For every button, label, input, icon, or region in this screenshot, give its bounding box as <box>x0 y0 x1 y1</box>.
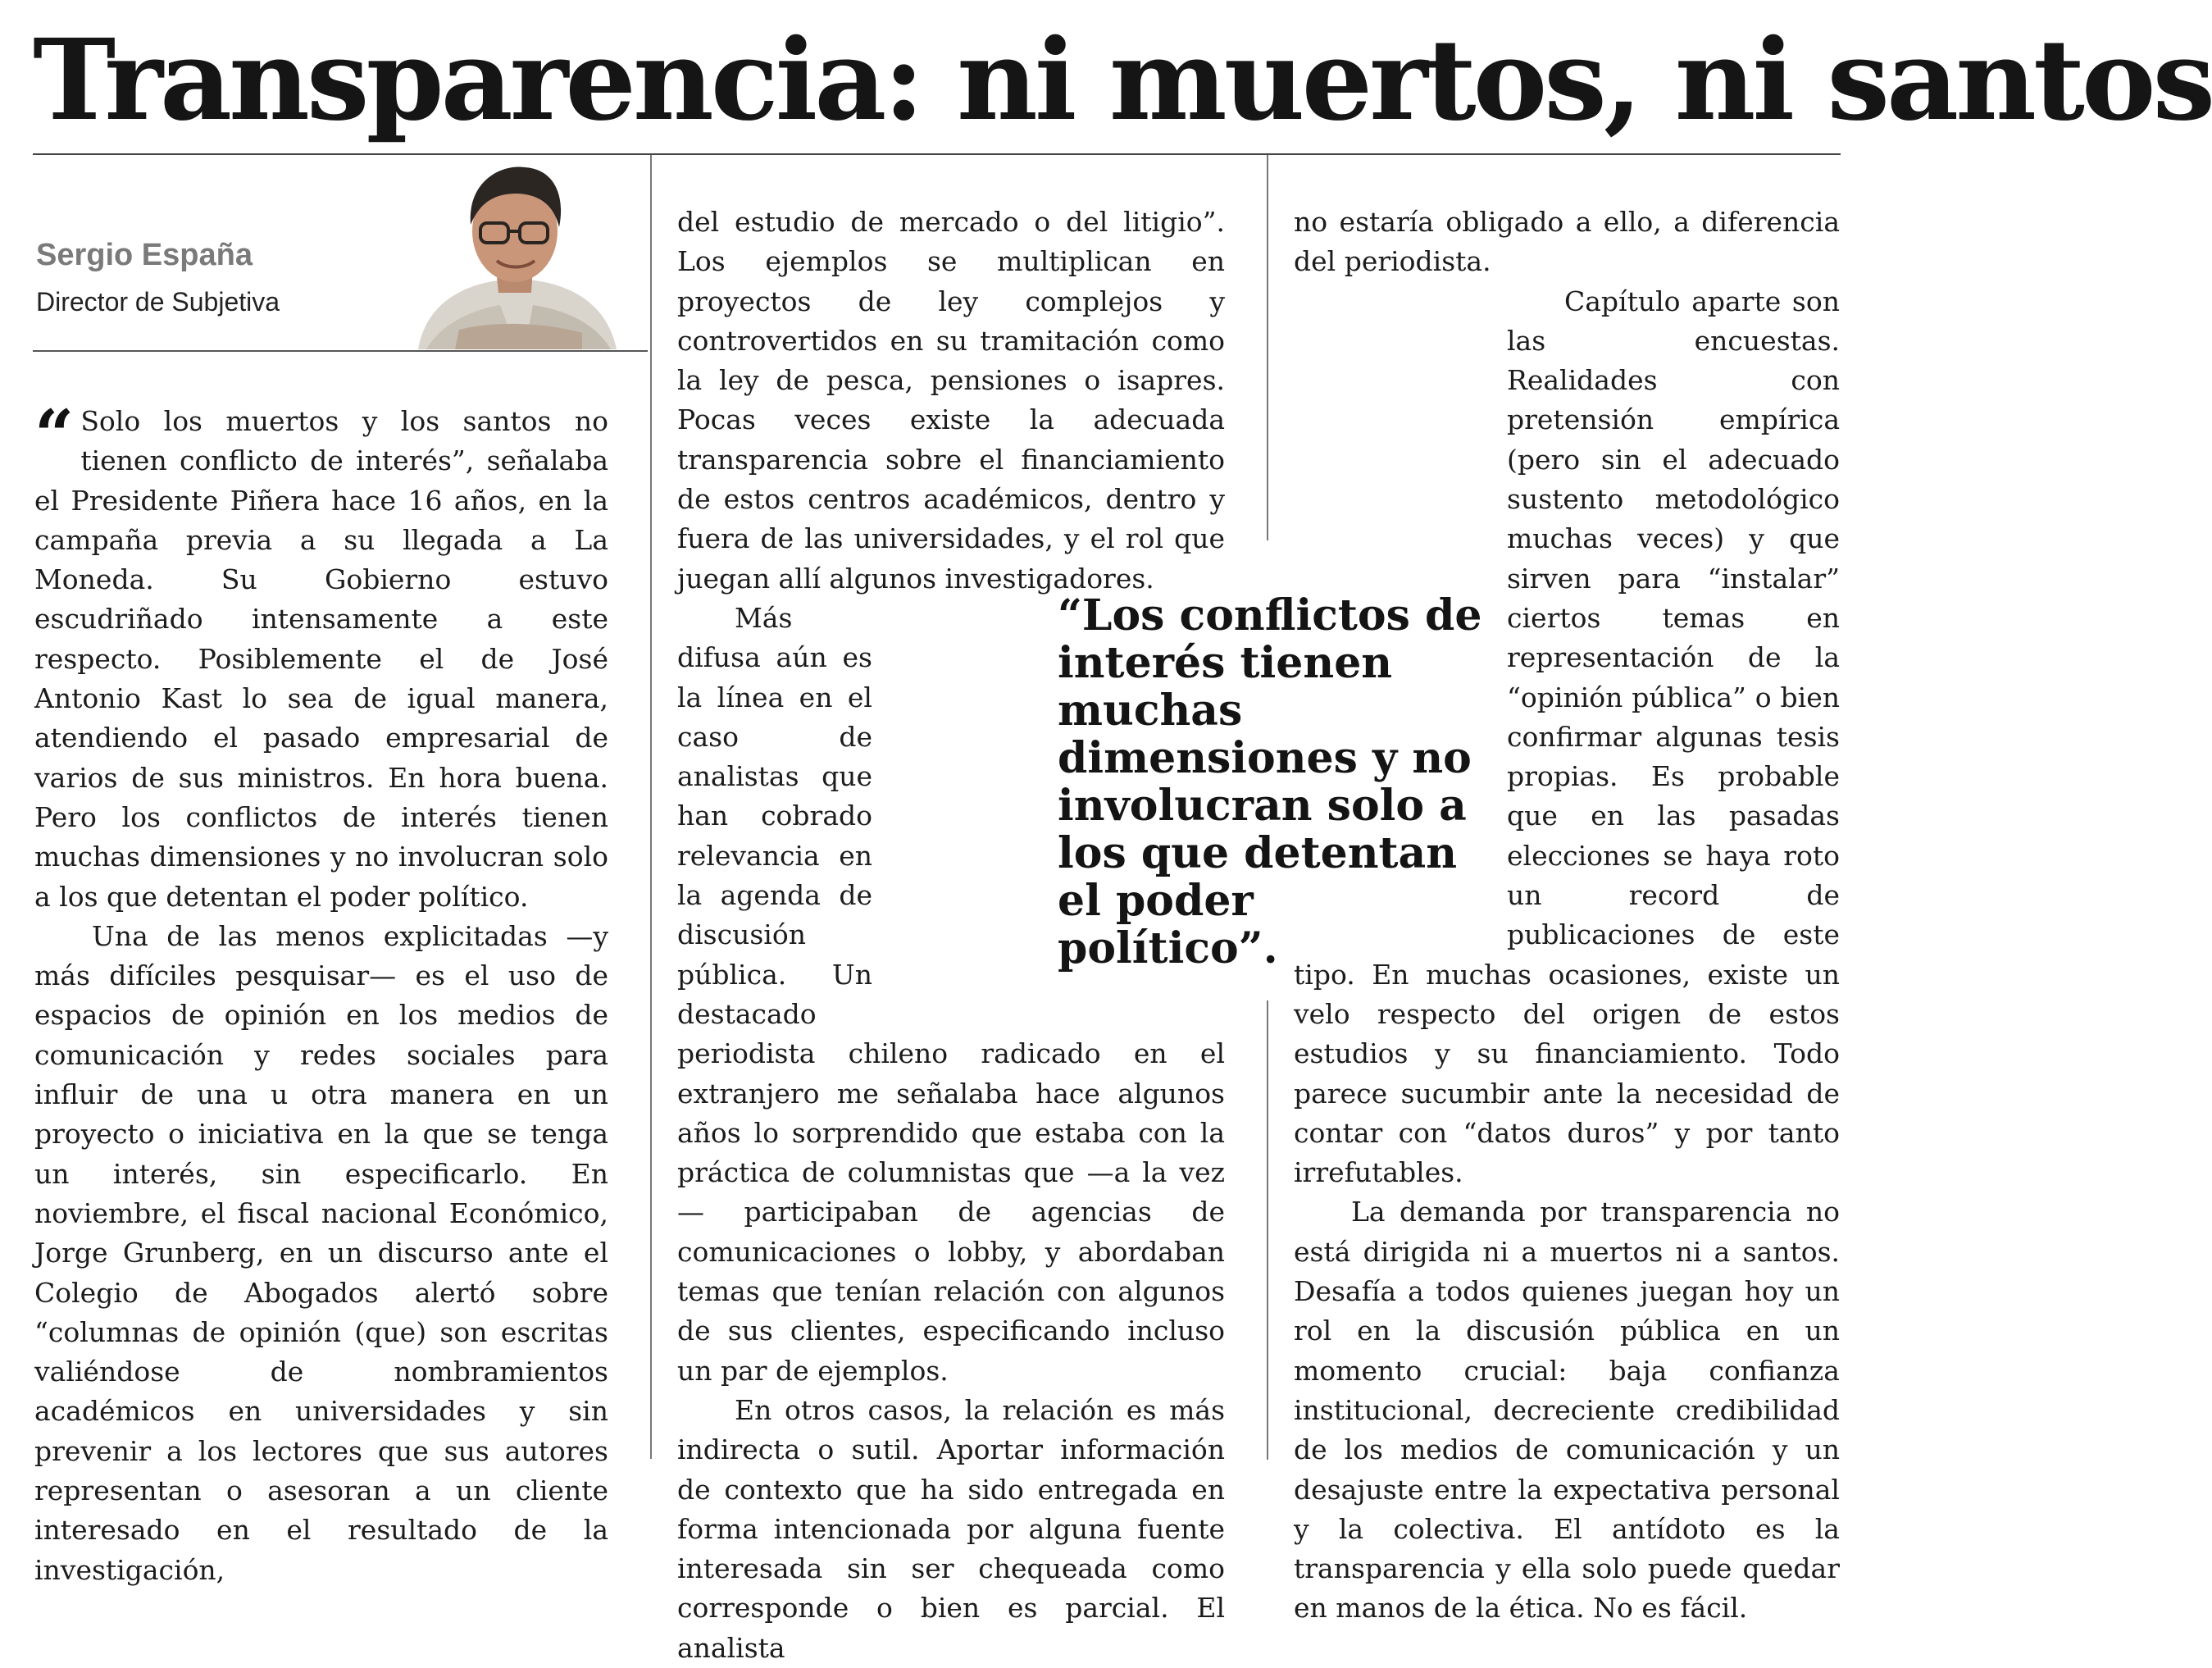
column-2-paragraph-2: Más difusa aún es la línea en el caso de analistas que han cobrado relevancia en la agenda de discusión pública. Un destacado periodista chileno radicado en el extranjero me señalaba hace algunos años lo sorprendido que estaba con la práctica de columnistas que —a la vez— participaban de agencias de comunicaciones o lobby, y abordaban temas que tenían relación con algunos de sus clientes, especificando incluso un par de ejemplos. <box>677 599 1225 1391</box>
headline-rule <box>33 153 1841 155</box>
author-role: Director de Subjetiva <box>36 287 280 317</box>
pull-quote: “Los conflictos de interés tienen muchas dimensiones y no involucran solo a los que detentan el poder político”. <box>1058 590 1482 973</box>
author-rule <box>33 350 648 352</box>
author-portrait <box>410 157 623 349</box>
column-3-paragraph-3: La demanda por transparencia no está dirigida ni a muertos ni a santos. Desafía a todos quienes juegan hoy un rol en la discusión pública en un momento crucial: baja confianza institucional, decreciente credibilidad de los medios de comunicación y un desajuste entre la expectativa personal y la colectiva. El antídoto es la transparencia y ella solo puede quedar en manos de la ética. No es fácil. <box>1294 1196 1840 1625</box>
column-divider-1 <box>650 155 652 1459</box>
opening-quote-mark: “ <box>34 394 75 476</box>
column-1-paragraph-1: “ Solo los muertos y los santos no tienen conflicto de interés”, señalaba el Presidente Piñera hace 16 años, en la campaña previa a su llegada a La Moneda. Su Gobierno estuvo escudriñado intensamente a este respecto. Posiblemente el de José Antonio Kast lo sea de igual manera, atendiendo el pasado empresarial de varios de sus ministros. En hora buena. Pero los conflictos de interés tienen muchas dimensiones y no involucran solo a los que detentan el poder político. <box>34 394 608 913</box>
column-divider-2-bottom <box>1267 1000 1268 1460</box>
headline: Transparencia: ni muertos, ni santos <box>33 15 2212 146</box>
author-name: Sergio España <box>36 238 253 272</box>
column-2-paragraph-3: En otros casos, la relación es más indirecta o sutil. Aportar información de contexto que ha sido entregada en forma intencionada por alguna fuente interesada sin ser chequeada como corresponde o bien es parcial. El analista <box>677 1393 1225 1664</box>
column-divider-2-top <box>1267 155 1268 540</box>
column-2-paragraph-1: del estudio de mercado o del litigio”. Los ejemplos se multiplican en proyectos de ley complejos y controvertidos en su tramitación como la ley de pesca, pensiones o isapres. Pocas veces existe la adecuada transparencia sobre el financiamiento de estos centros académicos, dentro y fuera de las universidades, y el rol que juegan allí algunos investigadores. <box>677 206 1225 595</box>
column-3-paragraph-1: no estaría obligado a ello, a diferencia del periodista. <box>1294 206 1840 278</box>
column-3-paragraph-2: Capítulo aparte son las encuestas. Realidades con pretensión empírica (pero sin el adecuado sustento metodológico muchas veces) y que sirven para “instalar” ciertos temas en representación de la “opinión pública” o bien confirmar algunas tesis propias. Es probable que en las pasadas elecciones se haya roto un record de publicaciones de este tipo. En muchas ocasiones, existe un velo respecto del origen de estos estudios y su financiamiento. Todo parece sucumbir ante la necesidad de contar con “datos duros” y por tanto irrefutables. <box>1294 285 1840 1189</box>
column-1-paragraph-2: Una de las menos explicitadas —y más difíciles pesquisar— es el uso de espacios de opinión en los medios de comunicación y redes sociales para influir de una u otra manera en un proyecto o iniciativa en la que se tenga un interés, sin especificarlo. En noviembre, el fiscal nacional Económico, Jorge Grunberg, en un discurso ante el Colegio de Abogados alertó sobre “columnas de opinión (que) son escritas valiéndose de nombramientos académicos en universidades y sin prevenir a los lectores que sus autores representan o asesoran a un cliente interesado en el resultado de la investigación, <box>34 919 608 1586</box>
article-column-1 <box>34 394 608 1590</box>
